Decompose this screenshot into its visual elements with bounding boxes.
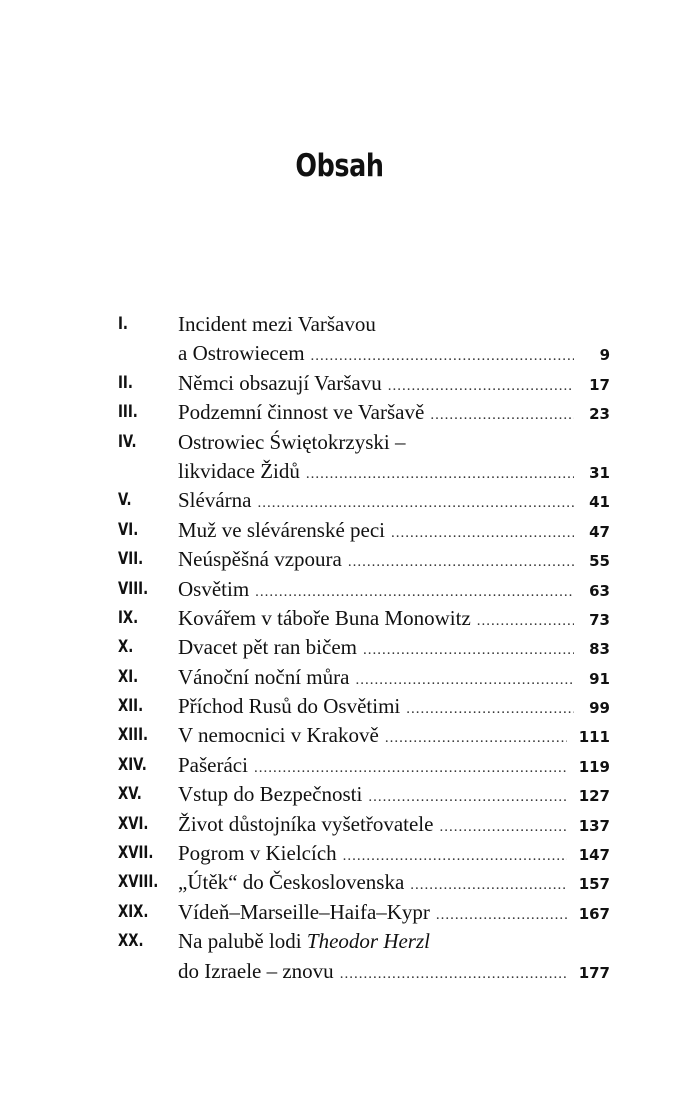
page-number: 91: [589, 669, 610, 688]
chapter-number: XV.: [118, 784, 142, 805]
page-number: 41: [589, 493, 610, 512]
toc-entry: [118, 486, 610, 515]
chapter-number: IX.: [118, 607, 139, 628]
toc-line: [118, 692, 610, 721]
chapter-title: do Izraele – znovu: [178, 958, 334, 983]
chapter-title: Incident mezi Varšavou: [178, 312, 376, 336]
chapter-title: Příchod Rusů do Osvětimi: [178, 694, 401, 719]
page-number: 83: [589, 640, 610, 659]
ship-name: Theodor Herzl: [306, 929, 430, 954]
toc-entry: [118, 927, 610, 986]
toc-line: [118, 721, 610, 750]
toc-entry: [118, 692, 610, 721]
chapter-number: XIII.: [118, 725, 149, 746]
chapter-number: XX.: [118, 931, 144, 952]
chapter-title: Osvětim: [178, 576, 250, 601]
chapter-number: V.: [118, 490, 132, 511]
toc-entry: [118, 810, 610, 839]
chapter-title: Na palubě lodi Theodor Herzl: [178, 929, 430, 954]
toc-entry: [118, 310, 610, 369]
chapter-title: Pogrom v Kielcích: [178, 841, 337, 866]
dot-leader: [306, 460, 574, 489]
page-number: 147: [578, 846, 610, 865]
toc-entry: [118, 516, 610, 545]
toc-line: [118, 780, 610, 809]
dot-leader: [436, 901, 567, 930]
page-number: 99: [589, 699, 610, 718]
chapter-title: Vstup do Bezpečnosti: [178, 782, 363, 807]
page-number: 55: [589, 552, 610, 571]
toc-entry: [118, 868, 610, 897]
page-number: 177: [578, 963, 610, 982]
page-number: 119: [578, 757, 610, 776]
chapter-title: Podzemní činnost ve Varšavě: [178, 400, 425, 425]
dot-leader: [343, 842, 567, 871]
toc-line: [118, 339, 610, 368]
toc-entry: [118, 604, 610, 633]
toc-line: [118, 751, 610, 780]
toc-line: [118, 810, 610, 839]
dot-leader: [391, 519, 574, 548]
page-number: 137: [578, 816, 610, 835]
toc-entry: [118, 839, 610, 868]
toc-line: [118, 457, 610, 486]
toc-line: [118, 927, 610, 956]
dot-leader: [254, 754, 567, 783]
toc-line: [118, 369, 610, 398]
chapter-title: Slévárna: [178, 488, 252, 513]
page-number: 31: [589, 463, 610, 482]
dot-leader: [477, 607, 574, 636]
chapter-number: X.: [118, 637, 134, 658]
chapter-number: XII.: [118, 696, 144, 717]
dot-leader: [311, 342, 574, 371]
page-number: 167: [578, 904, 610, 923]
chapter-title: Pašeráci: [178, 752, 248, 777]
page-number: 9: [599, 346, 610, 365]
toc-entry: [118, 751, 610, 780]
chapter-number: XI.: [118, 666, 139, 687]
toc-line: [118, 868, 610, 897]
toc-line: [118, 516, 610, 545]
toc-line: [118, 604, 610, 633]
toc-entry: [118, 428, 610, 487]
toc-line: [118, 839, 610, 868]
chapter-title: Život důstojníka vyšetřovatele: [178, 811, 434, 836]
chapter-title: Vídeň–Marseille–Haifa–Kypr: [178, 899, 430, 924]
dot-leader: [410, 871, 566, 900]
chapter-title: Vánoční noční můra: [178, 664, 350, 689]
chapter-title: a Ostrowiecem: [178, 341, 305, 366]
chapter-title: Muž ve slévárenské peci: [178, 517, 385, 542]
dot-leader: [355, 666, 574, 695]
dot-leader: [257, 489, 574, 518]
chapter-number: XVIII.: [118, 872, 159, 893]
page-number: 111: [578, 728, 610, 747]
chapter-number: VIII.: [118, 578, 149, 599]
dot-leader: [368, 783, 566, 812]
page-title: Obsah: [295, 148, 384, 184]
toc-entry: [118, 633, 610, 662]
toc-entry: [118, 398, 610, 427]
page-number: 47: [589, 522, 610, 541]
toc-entry: [118, 545, 610, 574]
chapter-title: Dvacet pět ran bičem: [178, 635, 357, 660]
toc-line: [118, 898, 610, 927]
chapter-title: V nemocnici v Krakově: [178, 723, 379, 748]
toc-line: [118, 486, 610, 515]
chapter-title: Kovářem v táboře Buna Monowitz: [178, 605, 471, 630]
chapter-title: „Útěk“ do Československa: [178, 870, 405, 895]
table-of-contents: [118, 310, 610, 986]
dot-leader: [255, 578, 574, 607]
chapter-number: XVI.: [118, 813, 149, 834]
dot-leader: [430, 401, 574, 430]
dot-leader: [388, 372, 574, 401]
chapter-title: likvidace Židů: [178, 458, 300, 483]
chapter-number: XIV.: [118, 754, 147, 775]
dot-leader: [406, 695, 574, 724]
page-number: 127: [578, 787, 610, 806]
toc-line: [118, 545, 610, 574]
toc-entry: [118, 721, 610, 750]
page-number: 63: [589, 581, 610, 600]
chapter-title: Němci obsazují Varšavu: [178, 370, 382, 395]
toc-entry: [118, 780, 610, 809]
chapter-number: VII.: [118, 549, 144, 570]
page-number: 73: [589, 610, 610, 629]
chapter-number: III.: [118, 402, 138, 423]
dot-leader: [340, 960, 567, 989]
toc-line: [118, 663, 610, 692]
chapter-number: XIX.: [118, 901, 149, 922]
toc-line: [118, 398, 610, 427]
chapter-number: I.: [118, 314, 128, 334]
dot-leader: [363, 636, 574, 665]
toc-line: [118, 633, 610, 662]
page-number: 157: [578, 875, 610, 894]
toc-entry: [118, 369, 610, 398]
chapter-number: IV.: [118, 431, 137, 452]
chapter-number: VI.: [118, 519, 139, 540]
toc-entry: [118, 663, 610, 692]
page-number: 23: [589, 405, 610, 424]
toc-line: [118, 428, 610, 457]
toc-entry: [118, 575, 610, 604]
chapter-title: Neúspěšná vzpoura: [178, 547, 342, 572]
dot-leader: [348, 548, 574, 577]
toc-entry: [118, 898, 610, 927]
dot-leader: [385, 724, 567, 753]
chapter-title: Ostrowiec Świętokrzyski –: [178, 429, 406, 454]
toc-line: [118, 575, 610, 604]
chapter-number: II.: [118, 372, 133, 393]
chapter-number: XVII.: [118, 843, 154, 864]
dot-leader: [439, 813, 566, 842]
page-number: 17: [589, 375, 610, 394]
toc-line: [118, 310, 610, 339]
toc-line: [118, 957, 610, 986]
